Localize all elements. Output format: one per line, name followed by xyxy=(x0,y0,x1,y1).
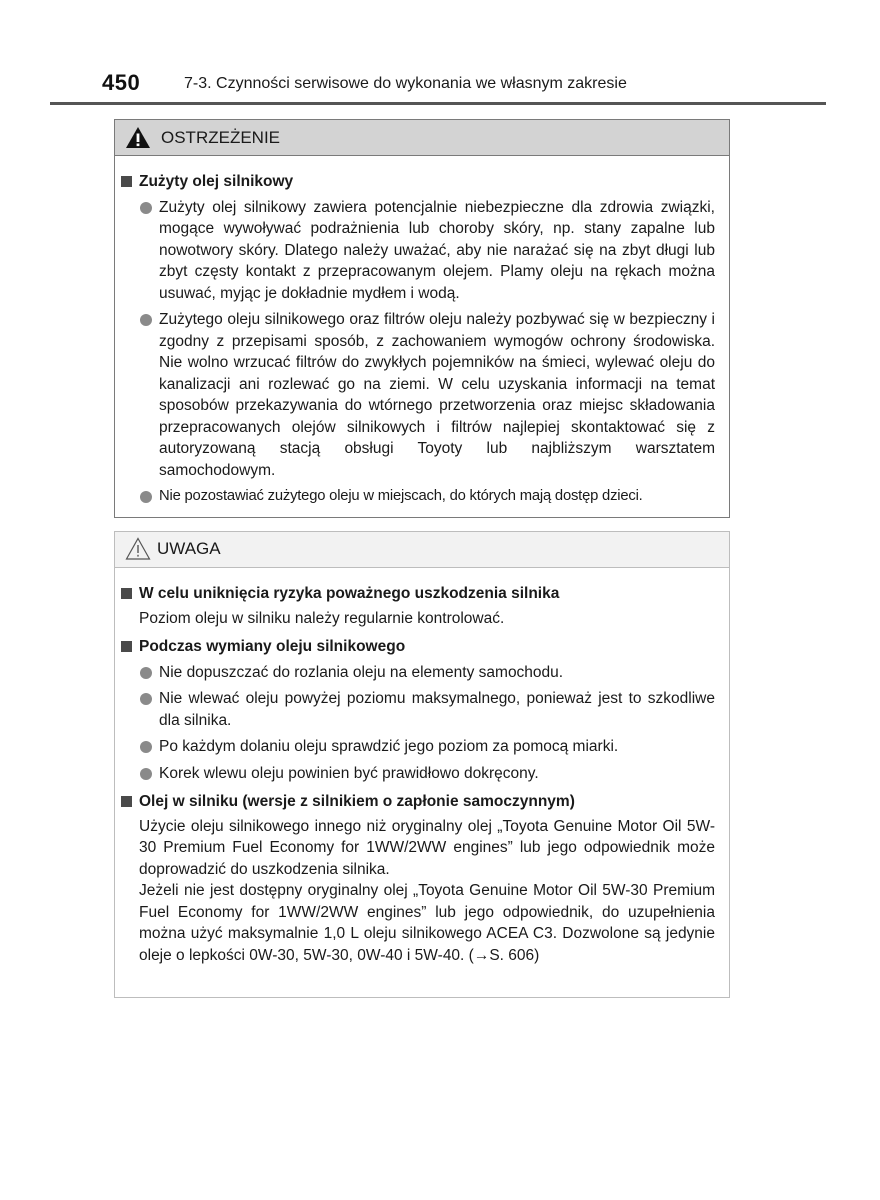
caution-section-oil-change xyxy=(119,636,715,784)
section-heading xyxy=(119,171,715,193)
list-item-text: Nie pozostawiać zużytego oleju w miejscach, do których mają dostęp dzieci. xyxy=(159,488,643,504)
warning-box xyxy=(114,119,730,518)
paragraph: Użycie oleju silnikowego innego niż oryginalny olej „Toyota Genuine Motor Oil 5W-30 Premium Fuel Economy for 1WW/2WW engines” lub jego odpowiednik może doprowadzić do uszkodzenia silnika. xyxy=(139,817,715,878)
bullet-dot-icon xyxy=(140,768,152,780)
bullet-dot-icon xyxy=(140,314,152,326)
bullet-dot-icon xyxy=(140,741,152,753)
caution-box-header xyxy=(115,532,729,568)
bullet-dot-icon xyxy=(140,202,152,214)
section-title: 7-3. Czynności serwisowe do wykonania we własnym zakresie xyxy=(184,75,627,92)
list-item xyxy=(119,688,715,731)
warning-title: OSTRZEŻENIE xyxy=(161,128,281,147)
section-heading-text: Zużyty olej silnikowy xyxy=(139,173,294,190)
paragraph: Poziom oleju w silniku należy regularnie kontrolować. xyxy=(139,609,505,627)
warning-triangle-filled-icon xyxy=(125,126,151,149)
square-bullet-icon xyxy=(121,796,132,807)
list-item xyxy=(119,763,715,785)
square-bullet-icon xyxy=(121,641,132,652)
list-item-text: Nie dopuszczać do rozlania oleju na elementy samochodu. xyxy=(159,663,564,681)
section-heading xyxy=(119,636,715,658)
list-item-text: Nie wlewać oleju powyżej poziomu maksymalnego, ponieważ jest to szkodliwe dla silnika. xyxy=(159,690,715,729)
warning-triangle-outline-icon xyxy=(125,537,151,560)
list-item xyxy=(119,309,715,481)
list-item xyxy=(119,197,715,305)
caution-section-diesel-oil xyxy=(119,791,715,966)
list-item-text: Po każdym dolaniu oleju sprawdzić jego poziom za pomocą miarki. xyxy=(159,738,619,755)
warning-section-used-oil xyxy=(119,171,715,508)
bullet-dot-icon xyxy=(140,667,152,679)
bullet-dot-icon xyxy=(140,491,152,503)
caution-section-engine-damage xyxy=(119,583,715,629)
square-bullet-icon xyxy=(121,588,132,599)
caution-title: UWAGA xyxy=(157,539,221,558)
caution-box xyxy=(114,531,730,998)
paragraph: Jeżeli nie jest dostępny oryginalny olej „Toyota Genuine Motor Oil 5W-30 Premium Fuel Economy for 1WW/2WW engines” lub jego odpowiednik, do uzupełnienia można użyć maksymalnie 1,0 L oleju silnikowego ACEA C3. Dozwolone są jedynie oleje o lepkości 0W-30, 5W-30, 0W-40 i 5W-40. (→S. 606) xyxy=(139,882,715,964)
list-item-text: Zużyty olej silnikowy zawiera potencjalnie niebezpieczne dla zdrowia związki, mogące wywoływać podrażnienia lub choroby skóry, np. stany zapalne lub nowotwory skóry. Dlatego należy uważać, aby nie narażać się na zbyt długi lub zbyt częsty kontakt z przepracowanym olejem. Plamy oleju na rękach można usuwać, myjąc je dokładnie mydłem i wodą. xyxy=(159,198,715,302)
square-bullet-icon xyxy=(121,176,132,187)
warning-box-header xyxy=(115,120,729,156)
section-heading-text: Olej w silniku (wersje z silnikiem o zapłonie samoczynnym) xyxy=(139,793,575,810)
list-item xyxy=(119,486,715,508)
section-heading-text: Podczas wymiany oleju silnikowego xyxy=(139,638,406,655)
list-item-text: Zużytego oleju silnikowego oraz filtrów oleju należy pozbywać się w bezpieczny i zgodny z przepisami sposób, z zachowaniem wymogów ochrony środowiska. Nie wolno wrzucać filtrów do zwykłych pojemników na śmieci, wylewać oleju do kanalizacji ani rozlewać go na ziemi. W celu uzyskania informacji na temat sposobów przekazywania do wtórnego przetworzenia oraz miejsc składowania przepracowanych olejów silnikowych i filtrów najlepiej skontaktować się z autoryzowaną stacją obsługi Toyoty lub najbliższym warsztatem samochodowym. xyxy=(159,311,715,479)
bullet-dot-icon xyxy=(140,693,152,705)
page-number: 450 xyxy=(102,70,141,95)
section-heading xyxy=(119,583,715,605)
list-item-text: Korek wlewu oleju powinien być prawidłowo dokręcony. xyxy=(159,764,539,782)
list-item xyxy=(119,662,715,684)
section-heading xyxy=(119,791,715,813)
page-header xyxy=(50,66,826,105)
list-item xyxy=(119,736,715,758)
section-heading-text: W celu uniknięcia ryzyka poważnego uszkodzenia silnika xyxy=(139,585,560,602)
